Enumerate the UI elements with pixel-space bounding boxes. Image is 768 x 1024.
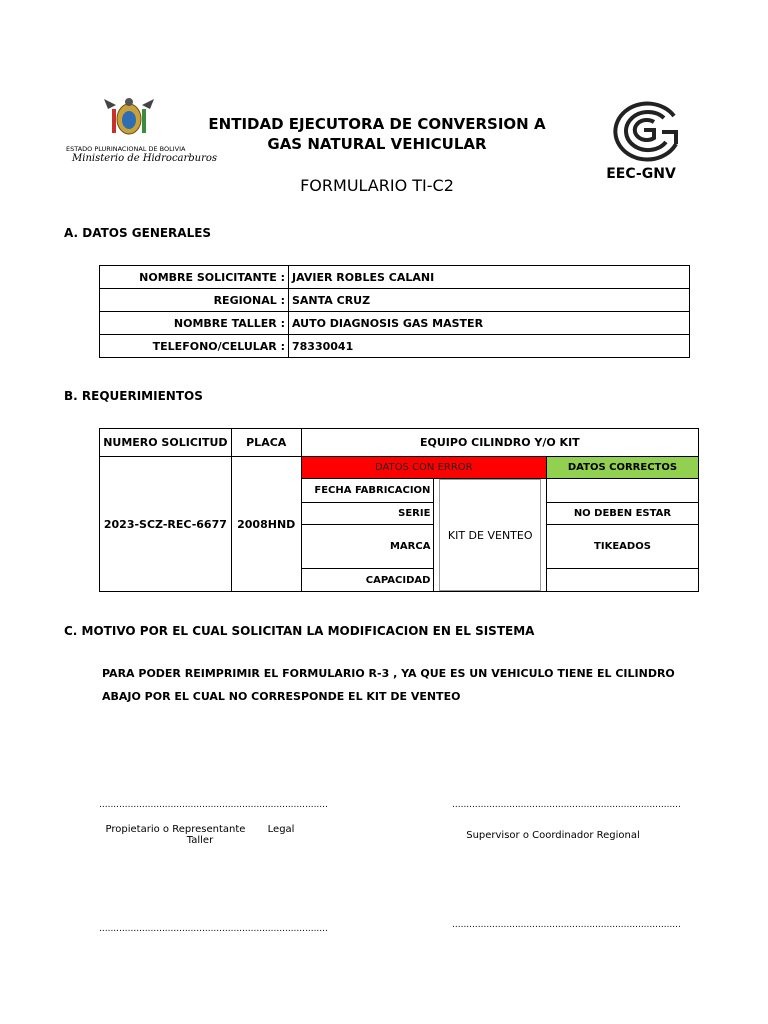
error-values-cell (434, 479, 547, 592)
signature-label-left-line1: Propietario o Representante Legal (105, 824, 295, 835)
eec-gnv-logo-icon (596, 98, 686, 162)
field-serie: SERIE (301, 503, 434, 525)
form-title: FORMULARIO TI-C2 (300, 176, 454, 195)
datos-correctos-header: DATOS CORRECTOS (546, 457, 698, 479)
signature-line-left: ................................................................................ (99, 800, 328, 810)
label-nombre-taller: NOMBRE TALLER : (100, 312, 289, 335)
kit-de-venteo-box: KIT DE VENTEO (439, 479, 541, 591)
datos-con-error-header: DATOS CON ERROR (301, 457, 546, 479)
bolivia-coat-of-arms-logo (64, 95, 218, 170)
section-b-heading: B. REQUERIMIENTOS (64, 389, 203, 403)
motivo-line1: PARA PODER REIMPRIMIR EL FORMULARIO R-3 , YA QUE ES UN VEHICULO TIENE EL CILINDRO (102, 667, 675, 680)
signature-line-right-2: ................................................................................ (452, 920, 681, 930)
entity-title-line1: ENTIDAD EJECUTORA DE CONVERSION A (208, 115, 546, 133)
entity-title (200, 114, 554, 154)
logo-ministry-text: Ministerio de Hidrocarburos (72, 153, 218, 164)
correct-fecha-cell (546, 479, 698, 503)
value-nombre-taller: AUTO DIAGNOSIS GAS MASTER (289, 312, 690, 335)
coat-of-arms-icon (64, 95, 194, 143)
correct-note-line2: TIKEADOS (546, 525, 698, 569)
entity-title-line2: GAS NATURAL VEHICULAR (267, 135, 487, 153)
value-nombre-solicitante: JAVIER ROBLES CALANI (289, 266, 690, 289)
field-marca: MARCA (301, 525, 434, 569)
value-regional: SANTA CRUZ (289, 289, 690, 312)
eec-gnv-text: EEC-GNV (606, 166, 676, 182)
header-equipo: EQUIPO CILINDRO Y/O KIT (301, 429, 698, 457)
requirements-table (99, 428, 699, 592)
section-c-heading: C. MOTIVO POR EL CUAL SOLICITAN LA MODIFICACION EN EL SISTEMA (64, 624, 535, 638)
signature-line-left-2: ................................................................................ (99, 924, 328, 934)
section-a-heading: A. DATOS GENERALES (64, 226, 212, 240)
value-telefono: 78330041 (289, 335, 690, 358)
label-regional: REGIONAL : (100, 289, 289, 312)
label-telefono: TELEFONO/CELULAR : (100, 335, 289, 358)
general-data-table (99, 265, 690, 358)
placa-value: 2008HND (231, 457, 301, 592)
header-placa: PLACA (231, 429, 301, 457)
logo-state-text: ESTADO PLURINACIONAL DE BOLIVIA (66, 145, 186, 153)
field-capacidad: CAPACIDAD (301, 569, 434, 592)
signature-label-right: Supervisor o Coordinador Regional (466, 830, 640, 841)
field-fecha-fabricacion: FECHA FABRICACION (301, 479, 434, 503)
motivo-line2: ABAJO POR EL CUAL NO CORRESPONDE EL KIT DE VENTEO (102, 690, 461, 703)
correct-capacidad-cell (546, 569, 698, 592)
signature-label-left-line2: Taller (186, 835, 214, 846)
eec-gnv-logo (596, 98, 686, 188)
numero-solicitud-value: 2023-SCZ-REC-6677 (100, 457, 232, 592)
signature-label-left (99, 824, 301, 846)
signature-line-right: ................................................................................ (452, 800, 681, 810)
header-numero-solicitud: NUMERO SOLICITUD (100, 429, 232, 457)
label-nombre-solicitante: NOMBRE SOLICITANTE : (100, 266, 289, 289)
correct-note-line1: NO DEBEN ESTAR (546, 503, 698, 525)
